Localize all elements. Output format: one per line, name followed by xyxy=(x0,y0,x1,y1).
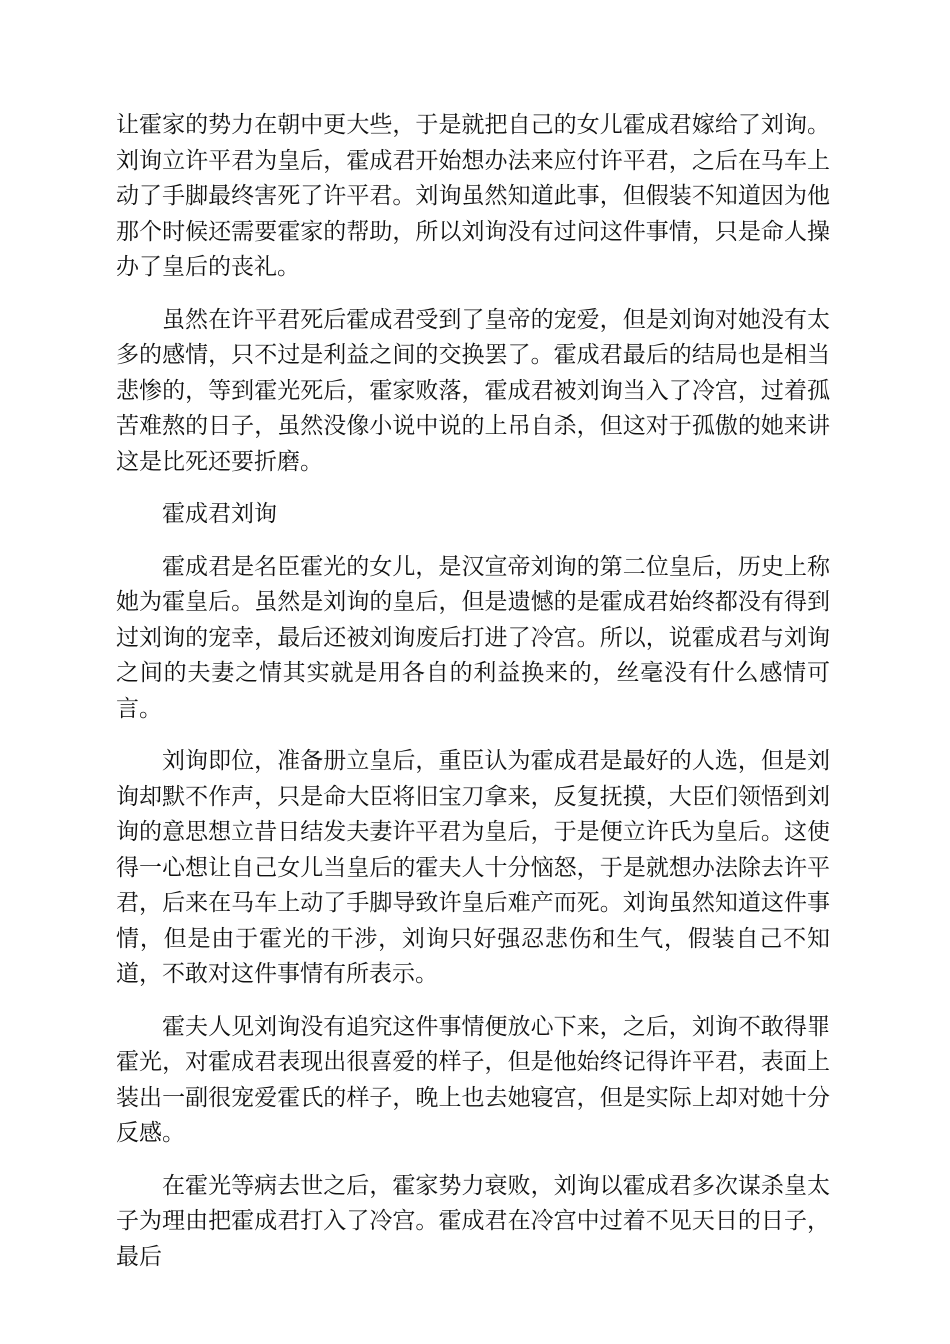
paragraph: 刘询即位，准备册立皇后，重臣认为霍成君是最好的人选，但是刘询却默不作声，只是命大臣将旧宝刀拿来，反复抚摸，大臣们领悟到刘询的意思想立昔日结发夫妻许平君为皇后，于是便立许氏为皇后。这使得一心想让自己女儿当皇后的霍夫人十分恼怒，于是就想办法除去许平君，后来在马车上动了手脚导致许皇后难产而死。刘询虽然知道这件事情，但是由于霍光的干涉，刘询只好强忍悲伤和生气，假装自己不知道，不敢对这件事情有所表示。 xyxy=(116,748,830,987)
paragraph: 虽然在许平君死后霍成君受到了皇帝的宠爱，但是刘询对她没有太多的感情，只不过是利益之间的交换罢了。霍成君最后的结局也是相当悲惨的，等到霍光死后，霍家败落，霍成君被刘询当入了冷宫，过着孤苦难熬的日子，虽然没像小说中说的上吊自杀，但这对于孤傲的她来讲这是比死还要折磨。 xyxy=(116,306,830,475)
paragraph: 霍成君是名臣霍光的女儿，是汉宣帝刘询的第二位皇后，历史上称她为霍皇后。虽然是刘询的皇后，但是遗憾的是霍成君始终都没有得到过刘询的宠幸，最后还被刘询废后打进了冷宫。所以，说霍成君与刘询之间的夫妻之情其实就是用各自的利益换来的，丝毫没有什么感情可言。 xyxy=(116,553,830,722)
paragraph-continuation: 让霍家的势力在朝中更大些，于是就把自己的女儿霍成君嫁给了刘询。刘询立许平君为皇后，霍成君开始想办法来应付许平君，之后在马车上动了手脚最终害死了许平君。刘询虽然知道此事，但假装不知道因为他那个时候还需要霍家的帮助，所以刘询没有过问这件事情，只是命人操办了皇后的丧礼。 xyxy=(116,112,830,280)
paragraph: 霍夫人见刘询没有追究这件事情便放心下来，之后，刘询不敢得罪霍光，对霍成君表现出很喜爱的样子，但是他始终记得许平君，表面上装出一副很宠爱霍氏的样子，晚上也去她寝宫，但是实际上却对她十分反感。 xyxy=(116,1013,830,1146)
section-heading: 霍成君刘询 xyxy=(162,501,277,527)
paragraph: 在霍光等病去世之后，霍家势力衰败，刘询以霍成君多次谋杀皇太子为理由把霍成君打入了冷宫。霍成君在冷宫中过着不见天日的日子，最后 xyxy=(116,1172,830,1270)
document-page xyxy=(116,108,830,1292)
